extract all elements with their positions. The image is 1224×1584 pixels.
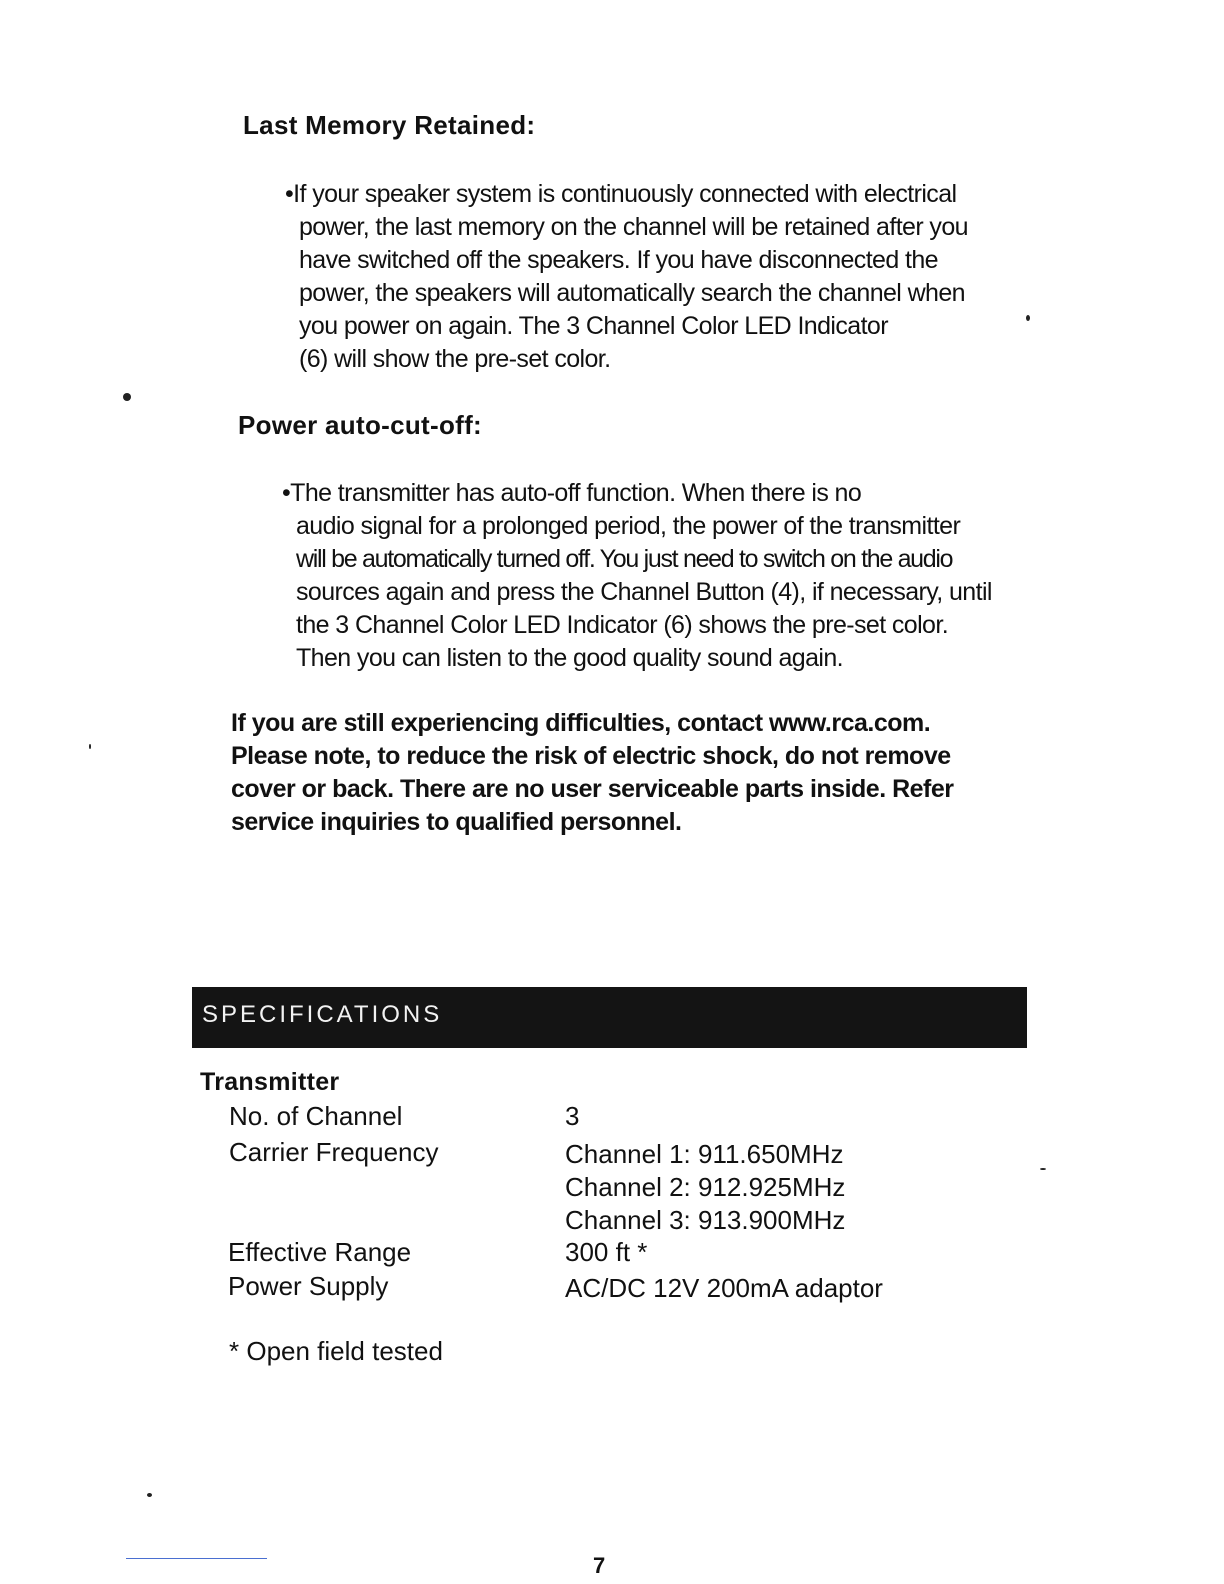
text-line: •The transmitter has auto-off function. When there is no: [282, 479, 862, 507]
spec-value: Channel 2: 912.925MHz: [565, 1172, 846, 1202]
transmitter-subheading: Transmitter: [200, 1068, 340, 1096]
spec-footnote: * Open field tested: [229, 1336, 443, 1366]
spec-label: Power Supply: [228, 1271, 389, 1301]
text-line: •If your speaker system is continuously connected with electrical: [285, 180, 957, 208]
text-line: (6) will show the pre-set color.: [299, 345, 611, 373]
specifications-title: SPECIFICATIONS: [202, 1001, 443, 1028]
page-number: 7: [593, 1553, 606, 1578]
scan-speck: [1040, 1168, 1046, 1170]
spec-label: Carrier Frequency: [229, 1137, 439, 1167]
text-line: sources again and press the Channel Button (4), if necessary, until: [296, 578, 992, 606]
spec-label: Effective Range: [228, 1237, 412, 1267]
text-line: will be automatically turned off. You just need to switch on the audio: [296, 545, 953, 573]
power-auto-cut-off-paragraph: [282, 477, 992, 675]
text-line: audio signal for a prolonged period, the power of the transmitter: [296, 512, 961, 540]
spec-label: No. of Channel: [229, 1101, 403, 1131]
scan-speck: [1026, 315, 1030, 321]
text-line: have switched off the speakers. If you have disconnected the: [299, 246, 938, 274]
warning-line: If you are still experiencing difficulties, contact www.rca.com.: [231, 709, 931, 737]
last-memory-paragraph: [285, 178, 968, 376]
scan-speck: [147, 1493, 152, 1497]
section-heading-power-auto-cut-off: Power auto-cut-off:: [238, 410, 483, 440]
scan-rule-line: [126, 1558, 267, 1559]
spec-value: 3: [565, 1101, 580, 1131]
scan-speck: [123, 393, 131, 401]
text-line: the 3 Channel Color LED Indicator (6) shows the pre-set color.: [296, 611, 949, 639]
text-line: Then you can listen to the good quality sound again.: [296, 644, 843, 672]
specifications-banner: [192, 987, 1027, 1048]
spec-value: Channel 3: 913.900MHz: [565, 1205, 846, 1235]
text-line: power, the speakers will automatically search the channel when: [299, 279, 965, 307]
spec-value: 300 ft *: [565, 1237, 648, 1267]
service-warning: [231, 707, 954, 839]
warning-line: service inquiries to qualified personnel.: [231, 808, 682, 836]
text-line: you power on again. The 3 Channel Color LED Indicator: [299, 312, 888, 340]
warning-line: cover or back. There are no user serviceable parts inside. Refer: [231, 775, 954, 803]
text-line: power, the last memory on the channel will be retained after you: [299, 213, 968, 241]
warning-line: Please note, to reduce the risk of electric shock, do not remove: [231, 742, 951, 770]
scan-speck: [89, 744, 91, 749]
section-heading-last-memory: Last Memory Retained:: [243, 110, 536, 140]
spec-value: AC/DC 12V 200mA adaptor: [565, 1273, 883, 1303]
spec-value: Channel 1: 911.650MHz: [565, 1139, 844, 1169]
